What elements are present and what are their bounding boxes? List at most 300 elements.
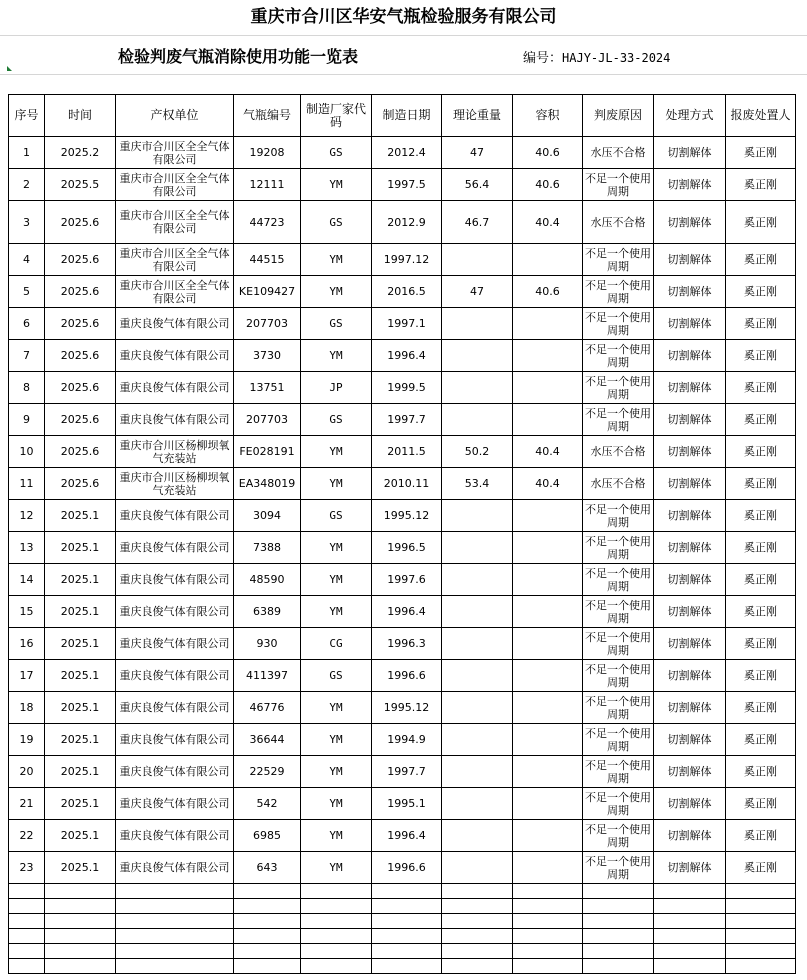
cell-date: 2025.6 xyxy=(45,436,116,468)
scrap-cylinder-table xyxy=(8,94,796,974)
cell-disposal: 切割解体 xyxy=(654,788,726,820)
cell-index: 12 xyxy=(9,500,45,532)
cell-disposal: 切割解体 xyxy=(654,596,726,628)
cell-make-date: 2012.4 xyxy=(372,137,442,169)
cell-disposal: 切割解体 xyxy=(654,404,726,436)
header-col-owner: 产权单位 xyxy=(116,95,234,137)
cell-scrap-reason: 不足一个使用周期 xyxy=(583,169,654,201)
cell-theory-weight: 53.4 xyxy=(442,468,513,500)
blank-cell xyxy=(116,914,234,929)
cell-make-date: 1996.6 xyxy=(372,660,442,692)
cell-index: 17 xyxy=(9,660,45,692)
blank-row xyxy=(9,914,796,929)
blank-cell xyxy=(9,884,45,899)
cell-scrap-reason: 不足一个使用周期 xyxy=(583,532,654,564)
cell-make-date: 1997.5 xyxy=(372,169,442,201)
cell-maker-code: GS xyxy=(301,137,372,169)
cell-make-date: 1996.5 xyxy=(372,532,442,564)
blank-cell xyxy=(234,899,301,914)
cell-handler: 奚正刚 xyxy=(726,244,796,276)
blank-cell xyxy=(116,959,234,974)
cell-scrap-reason: 不足一个使用周期 xyxy=(583,404,654,436)
cell-index: 13 xyxy=(9,532,45,564)
blank-cell xyxy=(301,944,372,959)
cell-owner: 重庆良俊气体有限公司 xyxy=(116,500,234,532)
cell-owner: 重庆良俊气体有限公司 xyxy=(116,532,234,564)
cell-scrap-reason: 不足一个使用周期 xyxy=(583,564,654,596)
cell-handler: 奚正刚 xyxy=(726,276,796,308)
blank-cell xyxy=(442,914,513,929)
blank-cell xyxy=(9,899,45,914)
cell-owner: 重庆市合川区杨柳坝氧气充装站 xyxy=(116,468,234,500)
cell-maker-code: YM xyxy=(301,244,372,276)
cell-scrap-reason: 不足一个使用周期 xyxy=(583,244,654,276)
cell-disposal: 切割解体 xyxy=(654,500,726,532)
cell-handler: 奚正刚 xyxy=(726,820,796,852)
cell-index: 9 xyxy=(9,404,45,436)
cell-disposal: 切割解体 xyxy=(654,532,726,564)
cell-disposal: 切割解体 xyxy=(654,852,726,884)
cell-volume xyxy=(513,340,583,372)
cell-theory-weight xyxy=(442,692,513,724)
cell-index: 18 xyxy=(9,692,45,724)
table-row xyxy=(9,660,796,692)
cell-cylinder-no: 3094 xyxy=(234,500,301,532)
cell-maker-code: YM xyxy=(301,788,372,820)
cell-index: 23 xyxy=(9,852,45,884)
blank-cell xyxy=(513,899,583,914)
blank-cell xyxy=(726,944,796,959)
blank-cell xyxy=(513,914,583,929)
cell-disposal: 切割解体 xyxy=(654,820,726,852)
blank-cell xyxy=(513,884,583,899)
blank-cell xyxy=(234,914,301,929)
cell-scrap-reason: 不足一个使用周期 xyxy=(583,340,654,372)
cell-maker-code: YM xyxy=(301,532,372,564)
cell-disposal: 切割解体 xyxy=(654,724,726,756)
cell-handler: 奚正刚 xyxy=(726,372,796,404)
cell-maker-code: GS xyxy=(301,201,372,244)
cell-maker-code: YM xyxy=(301,169,372,201)
table-row xyxy=(9,596,796,628)
cell-owner: 重庆市合川区全全气体有限公司 xyxy=(116,137,234,169)
cell-volume: 40.4 xyxy=(513,201,583,244)
blank-cell xyxy=(583,899,654,914)
sheet-gridline xyxy=(0,35,807,36)
cell-date: 2025.1 xyxy=(45,660,116,692)
cell-cylinder-no: 44515 xyxy=(234,244,301,276)
cell-date: 2025.5 xyxy=(45,169,116,201)
blank-cell xyxy=(45,944,116,959)
header-col-scrap-reason: 判废原因 xyxy=(583,95,654,137)
blank-cell xyxy=(372,929,442,944)
cell-volume xyxy=(513,532,583,564)
cell-date: 2025.1 xyxy=(45,852,116,884)
cell-owner: 重庆良俊气体有限公司 xyxy=(116,756,234,788)
blank-cell xyxy=(301,899,372,914)
cell-disposal: 切割解体 xyxy=(654,201,726,244)
table-row xyxy=(9,201,796,244)
cell-handler: 奚正刚 xyxy=(726,468,796,500)
header-col-maker-code: 制造厂家代码 xyxy=(301,95,372,137)
cell-owner: 重庆市合川区全全气体有限公司 xyxy=(116,276,234,308)
cell-theory-weight xyxy=(442,820,513,852)
cell-disposal: 切割解体 xyxy=(654,169,726,201)
cell-cylinder-no: 7388 xyxy=(234,532,301,564)
cell-make-date: 1997.12 xyxy=(372,244,442,276)
blank-cell xyxy=(726,959,796,974)
blank-cell xyxy=(372,959,442,974)
blank-cell xyxy=(726,899,796,914)
cell-handler: 奚正刚 xyxy=(726,169,796,201)
cell-maker-code: YM xyxy=(301,596,372,628)
blank-cell xyxy=(654,899,726,914)
cell-theory-weight xyxy=(442,500,513,532)
cell-date: 2025.1 xyxy=(45,692,116,724)
header-row xyxy=(9,95,796,137)
table-row xyxy=(9,756,796,788)
cell-theory-weight: 47 xyxy=(442,276,513,308)
blank-cell xyxy=(442,944,513,959)
cell-index: 14 xyxy=(9,564,45,596)
cell-maker-code: YM xyxy=(301,724,372,756)
cell-date: 2025.1 xyxy=(45,756,116,788)
table-row xyxy=(9,468,796,500)
table-row xyxy=(9,628,796,660)
cell-make-date: 1994.9 xyxy=(372,724,442,756)
cell-theory-weight xyxy=(442,564,513,596)
cell-date: 2025.6 xyxy=(45,201,116,244)
blank-cell xyxy=(45,884,116,899)
table-row xyxy=(9,436,796,468)
blank-cell xyxy=(234,959,301,974)
blank-cell xyxy=(45,899,116,914)
cell-handler: 奚正刚 xyxy=(726,852,796,884)
blank-cell xyxy=(442,959,513,974)
document-code-label: 编号： xyxy=(523,51,563,66)
cell-theory-weight xyxy=(442,372,513,404)
cell-index: 5 xyxy=(9,276,45,308)
cell-volume xyxy=(513,788,583,820)
cell-scrap-reason: 不足一个使用周期 xyxy=(583,692,654,724)
cell-scrap-reason: 水压不合格 xyxy=(583,436,654,468)
table-body xyxy=(9,137,796,974)
cell-index: 22 xyxy=(9,820,45,852)
cell-theory-weight: 56.4 xyxy=(442,169,513,201)
document-code xyxy=(523,48,670,69)
cell-make-date: 2016.5 xyxy=(372,276,442,308)
cell-index: 7 xyxy=(9,340,45,372)
cell-marker-icon xyxy=(7,66,12,71)
cell-date: 2025.1 xyxy=(45,564,116,596)
cell-maker-code: YM xyxy=(301,756,372,788)
document-title: 检验判废气瓶消除使用功能一览表 xyxy=(118,47,359,66)
cell-make-date: 1995.12 xyxy=(372,500,442,532)
cell-index: 11 xyxy=(9,468,45,500)
cell-maker-code: YM xyxy=(301,692,372,724)
cell-maker-code: GS xyxy=(301,308,372,340)
header-col-volume: 容积 xyxy=(513,95,583,137)
cell-make-date: 2010.11 xyxy=(372,468,442,500)
cell-volume xyxy=(513,596,583,628)
cell-scrap-reason: 不足一个使用周期 xyxy=(583,820,654,852)
cell-volume xyxy=(513,756,583,788)
cell-scrap-reason: 不足一个使用周期 xyxy=(583,788,654,820)
blank-cell xyxy=(372,914,442,929)
cell-cylinder-no: 12111 xyxy=(234,169,301,201)
cell-cylinder-no: 48590 xyxy=(234,564,301,596)
cell-volume xyxy=(513,852,583,884)
cell-maker-code: GS xyxy=(301,404,372,436)
table-row xyxy=(9,340,796,372)
cell-scrap-reason: 水压不合格 xyxy=(583,468,654,500)
cell-scrap-reason: 不足一个使用周期 xyxy=(583,308,654,340)
cell-theory-weight: 47 xyxy=(442,137,513,169)
cell-cylinder-no: KE109427 xyxy=(234,276,301,308)
cell-scrap-reason: 不足一个使用周期 xyxy=(583,724,654,756)
cell-theory-weight xyxy=(442,596,513,628)
cell-disposal: 切割解体 xyxy=(654,756,726,788)
cell-owner: 重庆良俊气体有限公司 xyxy=(116,308,234,340)
blank-cell xyxy=(726,929,796,944)
cell-volume xyxy=(513,404,583,436)
cell-owner: 重庆良俊气体有限公司 xyxy=(116,820,234,852)
cell-scrap-reason: 不足一个使用周期 xyxy=(583,500,654,532)
blank-cell xyxy=(583,884,654,899)
table-row xyxy=(9,372,796,404)
cell-theory-weight: 50.2 xyxy=(442,436,513,468)
blank-cell xyxy=(9,929,45,944)
cell-theory-weight xyxy=(442,404,513,436)
cell-make-date: 1996.6 xyxy=(372,852,442,884)
cell-index: 10 xyxy=(9,436,45,468)
cell-make-date: 1996.4 xyxy=(372,596,442,628)
cell-make-date: 1996.3 xyxy=(372,628,442,660)
blank-cell xyxy=(301,914,372,929)
cell-make-date: 2011.5 xyxy=(372,436,442,468)
sheet-gridline xyxy=(0,74,807,75)
cell-index: 21 xyxy=(9,788,45,820)
cell-theory-weight xyxy=(442,244,513,276)
cell-disposal: 切割解体 xyxy=(654,244,726,276)
table-row xyxy=(9,532,796,564)
cell-date: 2025.6 xyxy=(45,276,116,308)
blank-cell xyxy=(301,959,372,974)
cell-index: 20 xyxy=(9,756,45,788)
cell-owner: 重庆良俊气体有限公司 xyxy=(116,692,234,724)
cell-cylinder-no: 22529 xyxy=(234,756,301,788)
cell-handler: 奚正刚 xyxy=(726,532,796,564)
blank-cell xyxy=(234,884,301,899)
cell-owner: 重庆市合川区全全气体有限公司 xyxy=(116,169,234,201)
cell-date: 2025.6 xyxy=(45,404,116,436)
blank-cell xyxy=(45,929,116,944)
cell-cylinder-no: 643 xyxy=(234,852,301,884)
table-row xyxy=(9,788,796,820)
cell-index: 6 xyxy=(9,308,45,340)
cell-index: 15 xyxy=(9,596,45,628)
table-header xyxy=(9,95,796,137)
blank-cell xyxy=(234,944,301,959)
cell-handler: 奚正刚 xyxy=(726,724,796,756)
cell-index: 16 xyxy=(9,628,45,660)
cell-make-date: 1997.6 xyxy=(372,564,442,596)
cell-date: 2025.1 xyxy=(45,532,116,564)
cell-owner: 重庆市合川区全全气体有限公司 xyxy=(116,244,234,276)
cell-disposal: 切割解体 xyxy=(654,564,726,596)
cell-scrap-reason: 不足一个使用周期 xyxy=(583,276,654,308)
cell-owner: 重庆良俊气体有限公司 xyxy=(116,660,234,692)
cell-maker-code: GS xyxy=(301,500,372,532)
cell-date: 2025.1 xyxy=(45,628,116,660)
cell-theory-weight: 46.7 xyxy=(442,201,513,244)
blank-cell xyxy=(513,959,583,974)
cell-disposal: 切割解体 xyxy=(654,468,726,500)
blank-cell xyxy=(654,884,726,899)
cell-owner: 重庆良俊气体有限公司 xyxy=(116,340,234,372)
cell-disposal: 切割解体 xyxy=(654,340,726,372)
blank-cell xyxy=(116,884,234,899)
blank-cell xyxy=(583,914,654,929)
cell-volume xyxy=(513,308,583,340)
cell-theory-weight xyxy=(442,788,513,820)
cell-volume: 40.6 xyxy=(513,137,583,169)
cell-owner: 重庆良俊气体有限公司 xyxy=(116,372,234,404)
cell-scrap-reason: 不足一个使用周期 xyxy=(583,372,654,404)
blank-cell xyxy=(9,914,45,929)
blank-cell xyxy=(116,929,234,944)
cell-disposal: 切割解体 xyxy=(654,276,726,308)
blank-cell xyxy=(301,884,372,899)
table-row xyxy=(9,564,796,596)
cell-make-date: 1999.5 xyxy=(372,372,442,404)
cell-date: 2025.1 xyxy=(45,788,116,820)
cell-cylinder-no: 207703 xyxy=(234,308,301,340)
cell-maker-code: YM xyxy=(301,852,372,884)
cell-index: 8 xyxy=(9,372,45,404)
table-row xyxy=(9,852,796,884)
cell-volume xyxy=(513,724,583,756)
blank-cell xyxy=(654,959,726,974)
cell-handler: 奚正刚 xyxy=(726,788,796,820)
blank-cell xyxy=(9,959,45,974)
cell-disposal: 切割解体 xyxy=(654,660,726,692)
cell-disposal: 切割解体 xyxy=(654,692,726,724)
blank-cell xyxy=(442,929,513,944)
cell-handler: 奚正刚 xyxy=(726,500,796,532)
header-col-make-date: 制造日期 xyxy=(372,95,442,137)
blank-cell xyxy=(583,959,654,974)
cell-volume xyxy=(513,692,583,724)
cell-cylinder-no: FE028191 xyxy=(234,436,301,468)
cell-handler: 奚正刚 xyxy=(726,660,796,692)
header-col-date: 时间 xyxy=(45,95,116,137)
cell-maker-code: YM xyxy=(301,468,372,500)
cell-volume xyxy=(513,820,583,852)
cell-cylinder-no: 36644 xyxy=(234,724,301,756)
blank-cell xyxy=(442,899,513,914)
cell-theory-weight xyxy=(442,756,513,788)
cell-owner: 重庆良俊气体有限公司 xyxy=(116,852,234,884)
cell-make-date: 1997.7 xyxy=(372,404,442,436)
cell-handler: 奚正刚 xyxy=(726,756,796,788)
blank-cell xyxy=(372,944,442,959)
cell-maker-code: YM xyxy=(301,564,372,596)
cell-theory-weight xyxy=(442,340,513,372)
table-row xyxy=(9,724,796,756)
cell-index: 19 xyxy=(9,724,45,756)
cell-volume: 40.4 xyxy=(513,436,583,468)
cell-disposal: 切割解体 xyxy=(654,137,726,169)
blank-row xyxy=(9,944,796,959)
blank-row xyxy=(9,884,796,899)
table-row xyxy=(9,500,796,532)
blank-cell xyxy=(45,959,116,974)
cell-theory-weight xyxy=(442,308,513,340)
header-col-cylinder-no: 气瓶编号 xyxy=(234,95,301,137)
table-row xyxy=(9,169,796,201)
blank-cell xyxy=(726,914,796,929)
cell-handler: 奚正刚 xyxy=(726,628,796,660)
cell-cylinder-no: 207703 xyxy=(234,404,301,436)
blank-row xyxy=(9,899,796,914)
cell-handler: 奚正刚 xyxy=(726,308,796,340)
cell-maker-code: GS xyxy=(301,660,372,692)
cell-handler: 奚正刚 xyxy=(726,340,796,372)
cell-handler: 奚正刚 xyxy=(726,137,796,169)
document-code-value: HAJY-JL-33-2024 xyxy=(562,51,671,65)
cell-theory-weight xyxy=(442,532,513,564)
cell-owner: 重庆良俊气体有限公司 xyxy=(116,788,234,820)
blank-cell xyxy=(45,914,116,929)
cell-date: 2025.2 xyxy=(45,137,116,169)
cell-scrap-reason: 水压不合格 xyxy=(583,137,654,169)
blank-cell xyxy=(301,929,372,944)
cell-scrap-reason: 不足一个使用周期 xyxy=(583,628,654,660)
cell-index: 2 xyxy=(9,169,45,201)
cell-volume: 40.6 xyxy=(513,276,583,308)
header-col-theory-weight: 理论重量 xyxy=(442,95,513,137)
company-title: 重庆市合川区华安气瓶检验服务有限公司 xyxy=(250,7,557,27)
cell-scrap-reason: 不足一个使用周期 xyxy=(583,596,654,628)
cell-scrap-reason: 不足一个使用周期 xyxy=(583,660,654,692)
table-row xyxy=(9,244,796,276)
cell-theory-weight xyxy=(442,660,513,692)
cell-make-date: 1995.1 xyxy=(372,788,442,820)
table-row xyxy=(9,276,796,308)
cell-date: 2025.6 xyxy=(45,468,116,500)
blank-cell xyxy=(654,929,726,944)
cell-volume: 40.6 xyxy=(513,169,583,201)
cell-handler: 奚正刚 xyxy=(726,201,796,244)
cell-date: 2025.6 xyxy=(45,372,116,404)
cell-handler: 奚正刚 xyxy=(726,404,796,436)
cell-disposal: 切割解体 xyxy=(654,628,726,660)
cell-cylinder-no: 6389 xyxy=(234,596,301,628)
cell-volume: 40.4 xyxy=(513,468,583,500)
cell-cylinder-no: 19208 xyxy=(234,137,301,169)
cell-date: 2025.1 xyxy=(45,820,116,852)
cell-scrap-reason: 不足一个使用周期 xyxy=(583,852,654,884)
table-row xyxy=(9,820,796,852)
blank-cell xyxy=(372,899,442,914)
cell-volume xyxy=(513,660,583,692)
cell-make-date: 1996.4 xyxy=(372,820,442,852)
cell-maker-code: YM xyxy=(301,340,372,372)
cell-cylinder-no: 3730 xyxy=(234,340,301,372)
cell-cylinder-no: 542 xyxy=(234,788,301,820)
cell-cylinder-no: EA348019 xyxy=(234,468,301,500)
